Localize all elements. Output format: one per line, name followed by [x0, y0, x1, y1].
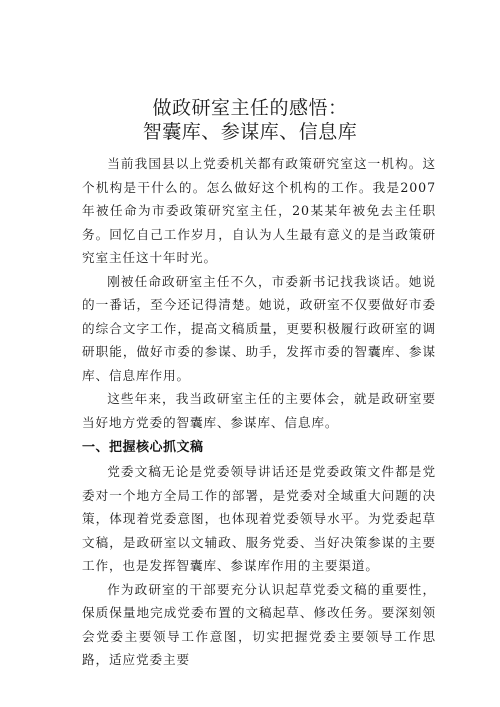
intro-paragraph-1: 当前我国县以上党委机关都有政策研究室这一机构。这个机构是干什么的。怎么做好这个机构的工作。我是2007年被任命为市委政策研究室主任，20某某年被免去主任职务。回忆自己工作岁月，自认为人生最有意义的是当政策研究室主任这十年时光。: [82, 156, 436, 265]
section1-paragraph-1: 党委文稿无论是党委领导讲话还是党委政策文件都是党委对一个地方全局工作的部署，是党委对全域重大问题的决策，体现着党委意图，也体现着党委领导水平。为党委起草文稿，是政研室以文辅政、服务党委、当好决策参谋的主要工作，也是发挥智囊库、参谋库作用的主要渠道。: [82, 464, 436, 573]
section-heading-1: 一、把握核心抓文稿: [82, 440, 204, 455]
intro-paragraph-2: 刚被任命政研室主任不久，市委新书记找我谈话。她说的一番话，至今还记得清楚。她说，政研室不仅要做好市委的综合文字工作，提高文稿质量，更要积极履行政研室的调研职能，做好市委的参谋、助手，发挥市委的智囊库、参谋库、信息库作用。: [82, 273, 436, 383]
title-line-1: 做政研室主任的感悟：: [152, 97, 348, 119]
document-title: [0, 96, 500, 144]
intro-paragraph-3: 这些年来，我当政研室主任的主要体会，就是政研室要当好地方党委的智囊库、参谋库、信息库。: [82, 391, 436, 430]
document-body: [82, 152, 436, 672]
title-line-2: 智囊库、参谋库、信息库: [142, 121, 358, 143]
section1-paragraph-2: 作为政研室的干部要充分认识起草党委文稿的重要性，保质保量地完成党委布置的文稿起草、修改任务。要深刻领会党委主要领导工作意图，切实把握党委主要领导工作思路，适应党委主要: [82, 581, 436, 667]
